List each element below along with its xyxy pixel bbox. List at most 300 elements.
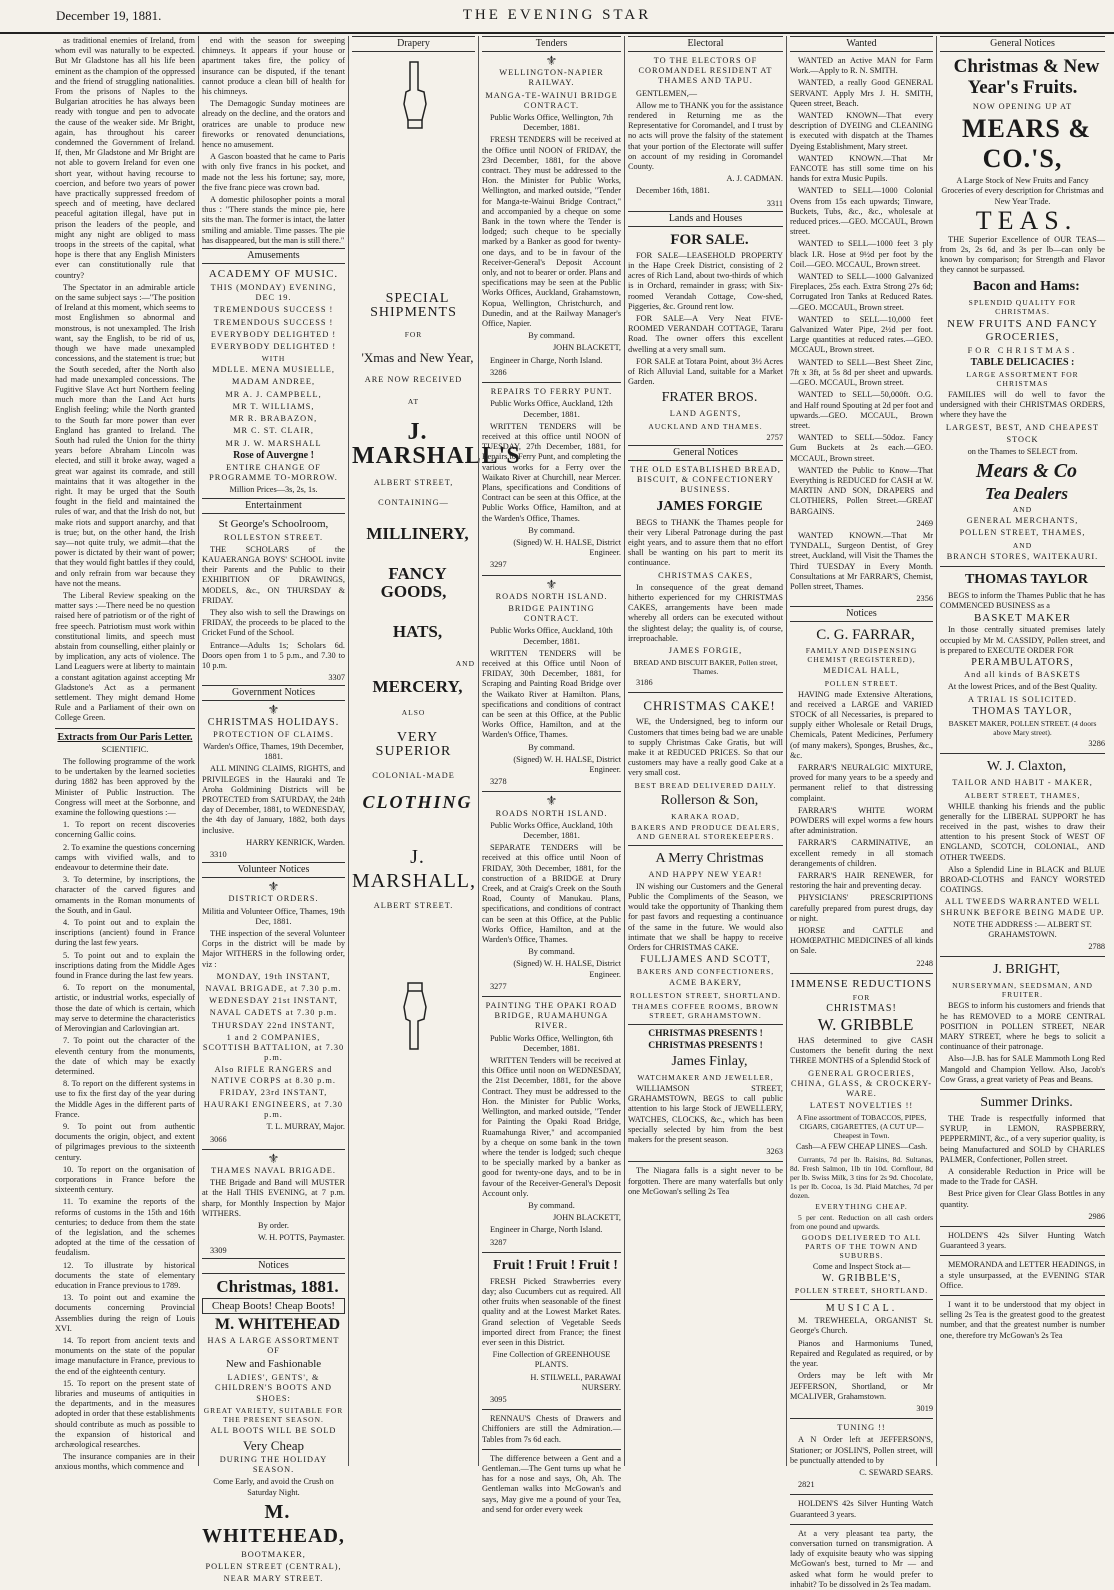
ad-line: THAMES COFFEE ROOMS, BROWN STREET, GRAHAMSTOWN.	[632, 1001, 779, 1020]
ad-line: Million Prices—3s, 2s, 1s.	[229, 485, 318, 495]
ad-line: Also RIFLE RANGERS and NATIVE CORPS at 8.30 p.m.	[211, 1065, 336, 1085]
ad-title: W. J. Claxton,	[986, 759, 1067, 775]
ad-line: BEST BREAD DELIVERED DAILY.	[634, 780, 777, 790]
cast-line: MR A. J. CAMPBELL,	[225, 389, 322, 399]
section-header-lands: Lands and Houses	[628, 211, 783, 227]
list-item: 1. To report on recent discoveries concerning Gallic coins.	[55, 820, 195, 840]
ad-title: FOR SALE.	[670, 231, 749, 248]
classified-ad: WANTED KNOWN.—That Mr FANCOTE has still some time on his hands for extra Music Pupils.	[790, 153, 933, 184]
ad-line: And all kinds of BASKETS	[964, 670, 1081, 680]
ad-line: WEDNESDAY 21st INSTANT,	[209, 996, 338, 1006]
ad-line: ARE NOW RECEIVED	[364, 375, 463, 384]
ad-line: POLLEN STREET, SHORTLAND.	[794, 1286, 929, 1296]
ad-signature: JOHN BLACKETT,	[552, 1213, 621, 1223]
ad-line: BAKERS AND PRODUCE DEALERS, AND GENERAL STOREKEEPERS.	[631, 822, 780, 841]
ad-line: AND	[1012, 540, 1033, 550]
ad-line: ALBERT STREET, THAMES,	[964, 790, 1081, 800]
crest-icon: ⚜	[267, 1150, 280, 1166]
section-header-entertainment: Entertainment	[202, 498, 345, 514]
ad-number: 3286	[490, 367, 507, 377]
ad-text: Also—J.B. has for SALE Mammoth Long Red Mangold and Champion Yellow. Also, Jacob's Cow Grass, a great variety of Peas and Beans.	[940, 1054, 1105, 1084]
ad-title: Rose of Auvergne !	[233, 449, 314, 461]
sub-heading: SCIENTIFIC.	[101, 744, 149, 754]
ad-title: THOMAS TAYLOR	[964, 571, 1089, 587]
article-paragraph: The Demagogic Sunday motinees are already on the decline, and the orators and oratrices are unable to produce new fireworks or renovated denunciations, hence no amusement.	[202, 99, 345, 150]
crest-icon: ⚜	[545, 793, 558, 809]
ad-signature: JAMES FORGIE,	[668, 645, 743, 655]
ad-title: FANCY GOODS,	[380, 563, 447, 601]
ad-text: FAMILIES will do well to favor the undersigned with their CHRISTMAS ORDERS, where they have the	[940, 390, 1105, 420]
ad-title: THAMES NAVAL BRIGADE.	[211, 1166, 336, 1176]
article-paragraph: The insurance companies are in their anxious months, which commence and	[55, 1452, 195, 1472]
ad-line: Come and Inspect Stock at—	[812, 1261, 911, 1271]
ad-line: EVERYTHING CHEAP.	[815, 1201, 908, 1211]
crest-icon: ⚜	[267, 702, 280, 718]
list-item: 9. To point out from authentic documents the origin, object, and extent of pilgrimages previous to the sixteenth century.	[55, 1121, 195, 1162]
ad-title: THE OLD ESTABLISHED BREAD, BISCUIT, & CONFECTIONERY BUSINESS.	[630, 464, 781, 495]
divider	[940, 1226, 1105, 1227]
ad-title: MILLINERY,	[366, 523, 469, 543]
ad-title: THOMAS TAYLOR,	[972, 705, 1073, 717]
article-paragraph: The following programme of the work to be undertaken by the learned societies during 1882 has been approved by the Minister of Public Instruction. The Congress will meet at the Sorbonne, and examine the following questions :—	[55, 757, 195, 818]
ad-line: ALBERT STREET.	[373, 900, 454, 910]
ad-line: GOODS DELIVERED TO ALL PARTS OF THE TOWN AND SUBURBS.	[801, 1232, 922, 1260]
divider	[940, 753, 1105, 754]
article-paragraph: The Spectator in an admirable article on the same subject says :—"The position of Ireland at this moment, which seems to most Englishmen so abnormal and monstrous, is not unexampled. The Irish want, say the English, to be rid of us, though we have made unexampled concessions, and the statement is true; but the South seceded, after the North also had made unexampled concessions. The Fugitive Slave Act hurt Northern feeling much more than the Land Act hurts English feeling; while the North granted to the South far more power than ever England has granted to Ireland. The South had ruled the Union for the thirty years before Abraham Lincoln was elected, and still it broke away, waged a great war against its comrade, and still maintains that it was altogether in the right. It may be urged that the South fought in the field and maintained the rules of war, and that the Irish do not, but make riots and support anarchy, and that is true; but, on the other hand, the Irish say—not quite truly, we admit—that the power is dictated by their want of power; that they would fight battles if they could, and only refrain from war because they have not the means.	[55, 282, 195, 588]
ad-text: THE Brigade and Band will MUSTER at the Hall THIS EVENING, at 7 p.m. sharp, for Monthly Inspection by Major WITHERS.	[202, 1178, 345, 1218]
ad-title: James Finlay,	[671, 1054, 748, 1069]
ad-text: Entrance—Adults 1s; Scholars 6d. Doors open from 1 to 5 p.m., and 7.30 to 10 p.m.	[202, 640, 345, 670]
section-header-notices: Notices	[790, 606, 933, 622]
ad-title: TEAS.	[975, 205, 1078, 235]
ad-title: WELLINGTON-NAPIER RAILWAY.	[499, 68, 604, 88]
ad-title: St George's Schoolroom,	[218, 517, 329, 530]
classified-ad: WANTED the Public to Know—That Everything is REDUCED for CASH at W. MARTIN AND SON, DRAPERS and CLOTHIERS, Pollen Street.—GREAT BARGAINS.	[790, 465, 933, 516]
divider	[940, 1295, 1105, 1296]
ad-text: M. TREWHEELA, ORGANIST St. George's Church.	[790, 1316, 933, 1336]
ad-number: 2986	[1088, 1211, 1105, 1221]
ad-line: By command.	[528, 947, 575, 957]
ad-line: LARGE ASSORTMENT FOR CHRISTMAS	[966, 370, 1079, 389]
ad-line: LAND AGENTS,	[669, 409, 742, 419]
ad-title: W. GRIBBLE	[817, 1015, 914, 1035]
ad-title: VERY SUPERIOR	[375, 729, 452, 759]
ad-line: ALL TWEEDS WARRANTED WELL SHRUNK BEFORE BEING MADE UP.	[940, 897, 1105, 917]
cast-line: MR J. W. MARSHALL	[225, 438, 322, 448]
masthead	[0, 0, 1114, 34]
ad-text: HAS determined to give CASH Customers the benefit during the next THREE MONTHS of a Splendid Stock of	[790, 1036, 933, 1066]
ad-title: A Merry Christmas	[655, 850, 764, 866]
section-header-tenders: Tenders	[482, 36, 621, 52]
ad-line: HAS A LARGE ASSORTMENT OF	[207, 1335, 340, 1355]
list-item: 4. To point out and to explain the inscriptions (ancient) found in France during the last few years.	[55, 918, 195, 948]
ad-text: FRESH TENDERS will be received at the Office until NOON of FRIDAY, the 23rd December, 1881, for the above contract. They must be addressed to the Hon. the Minister for Public Works, Wellington, and marked outside, "Tender for Manga-te-Wainui Bridge Contract," and accompanied by a cheque on some Bank in the town where the Tender is lodged; such cheque to be specially marked by a Banker as good for twenty-one days, and to be in favour of the Receiver-General's Deposit Account only, and not to bearer or order. Plans and specifications may be seen at the Public Works Offices, Auckland, Grahamstown, Kopua, Wellington, Christchurch, and Dunedin, and at the Railway Manager's Office, Napier.	[482, 135, 621, 329]
ad-title: JAMES FORGIE	[656, 498, 763, 514]
ad-text: FOR SALE—LEASEHOLD PROPERTY in the Hape Creek District, consisting of 2 acres of Rich Land, about two-thirds of which is in Orchard, remainder in grass; with Six-roomed Verandah Cottage, Cow-shed, Piggeries, &c. Ground rent low.	[628, 250, 783, 311]
ad-line: FOR	[404, 330, 423, 339]
ad-line: FAMILY AND DISPENSING CHEMIST (REGISTERED),	[805, 646, 918, 665]
column-editorial	[52, 36, 198, 1472]
ad-line: A Fine assortment of TOBACCOS, PIPES, CIGARS, CIGARETTES, (A CUT UP—Cheapest in Town.	[796, 1113, 927, 1141]
ad-line: LADIES', GENTS', & CHILDREN'S BOOTS AND SHOES:	[215, 1373, 332, 1403]
ad-title: TUNING !!	[837, 1423, 886, 1433]
ad-line: Militia and Volunteer Office, Thames, 19th Dec, 1881.	[202, 906, 345, 926]
ad-title: Christmas, 1881.	[216, 1276, 339, 1296]
ad-number: 3186	[636, 678, 653, 688]
ad-line: By command.	[528, 1200, 575, 1210]
classified-ad: WANTED to SELL—10,000 feet Galvanized Water Pipe, 2½d per foot. Large quantities at reduced rates.—GEO. MCCAUL, Brown street.	[790, 314, 933, 355]
ad-number: 3277	[490, 981, 507, 991]
ad-line: ACME BAKERY,	[669, 978, 742, 988]
ad-title: J. MARSHALL,	[352, 845, 477, 892]
ad-text: BEGS to THANK the Thames people for their very Liberal Patronage during the past eight years, and to assure them that no effort shall be wanting on his part to merit its continuance.	[628, 517, 783, 568]
article-paragraph: A domestic philosopher points a moral thus : "There stands the mince pie, here sits the man. The former is intact, the latter smiling and amiable. Time passes. The pie has disappeared, but the man is still there."	[202, 195, 345, 245]
ad-line: New and Fashionable	[225, 1358, 322, 1371]
ad-title: CHRISTMAS HOLIDAYS.	[207, 716, 340, 728]
ad-title: M. WHITEHEAD	[214, 1315, 341, 1333]
divider	[628, 845, 783, 846]
ad-title: IMMENSE REDUCTIONS	[790, 977, 933, 990]
ad-title: HATS,	[392, 621, 443, 641]
divider	[482, 1409, 621, 1410]
cast-line: MR R. BRABAZON,	[229, 414, 318, 424]
ad-number: 3310	[210, 850, 227, 859]
divider	[790, 1494, 933, 1495]
ad-title: MUSICAL.	[825, 1303, 898, 1315]
ad-title: CHRISTMAS PRESENTS !	[648, 1028, 763, 1039]
ad-number: 2821	[798, 1480, 815, 1490]
list-item: 12. To illustrate by historical documents the state of elementary education in France previous to 1789.	[55, 1260, 195, 1290]
ad-line: WATCHMAKER AND JEWELLER,	[637, 1073, 774, 1082]
ad-text: Allow me to THANK you for the assistance rendered in Returning me as the Representative for Coromandel, and I trust by no acts will prove the falsity of the statement that your portion of the Electorate will suffer on account of my residing in Coromandel County.	[628, 100, 783, 172]
ad-line: AND HAPPY NEW YEAR!	[648, 869, 763, 879]
ad-signature: Engineer in Charge, North Island.	[490, 355, 603, 365]
ad-line: PROTECTION OF CLAIMS.	[213, 729, 334, 739]
divider	[628, 1161, 783, 1162]
ad-text: Currants, 7d per lb. Raisins, 8d. Sultanas, 8d. Fresh Salmon, 1lb tin 10d. Cornflour, 8d per lb. Swiss Milk, 3 tins for 2s 9d. Chocolate, 1s per lb. Cocoa, 1s 3d. Plaid Matches, 7d per dozen.	[790, 1154, 933, 1200]
divider	[940, 566, 1105, 567]
divider	[55, 728, 195, 729]
list-item: 8. To report on the different systems in use to fix the first day of the year during the Middle Ages in the different parts of France.	[55, 1079, 195, 1119]
divider	[940, 1089, 1105, 1090]
ad-number: 2788	[1088, 942, 1105, 952]
ad-text: ALL MINING CLAIMS, RIGHTS, and PRIVILEGES in the Hauraki and Te Aroha Goldmining Districts will be PROTECTED from SATURDAY, the 24th day of December, 1881, to WEDNESDAY, the 4th day of January, 1882, both days inclusive.	[202, 764, 345, 835]
ad-text: In those centrally situated premises lately occupied by Mr M. CASSIDY, Pollen street, and is prepared to EXECUTE ORDER FOR	[940, 625, 1105, 655]
classified-ad: WANTED to SELL—1000 Galvanized Fireplaces, 25s each. Extra Strong 27s 6d; Corrugated Iron Tanks at Reduced Rates.—GEO. MCCAUL, Brown street.	[790, 272, 933, 312]
ad-line: ALBERT STREET,	[373, 478, 454, 488]
ad-line: WITH	[261, 354, 286, 364]
ad-text: At a very pleasant tea party, the conversation turned on transmigration. A lady of exquisite beauty who was sipping McGowan's best, turned to Mr — and asked what form he would prefer to inhabit? To be dissolved in 2s Tea madam.	[790, 1528, 933, 1589]
ad-title: J. BRIGHT,	[992, 962, 1061, 978]
ad-signature: JOHN BLACKETT,	[552, 343, 621, 353]
ad-line: BOOTMAKER,	[241, 1549, 306, 1559]
ad-number: 3309	[210, 1245, 227, 1255]
ad-line: A TRIAL IS SOLICITED.	[967, 694, 1078, 704]
divider	[482, 791, 621, 792]
section-header-general: General Notices	[940, 36, 1105, 52]
classified-ad: WANTED KNOWN.—That Mr TYNDALL, Surgeon Dentist, of Grey street, Auckland, will Visit the Thames the Third TUESDAY in Every Month. Consultations at Mr FARRAR'S, Chemist, Pollen street, Thames.	[790, 530, 933, 591]
ad-text: PHYSICIANS' PRESCRIPTIONS carefully prepared from purest drugs, day or night.	[790, 893, 933, 923]
ad-line: NOW OPENING UP AT	[972, 102, 1073, 111]
ad-text: Pianos and Harmoniums Tuned, Repaired and Regulated as required, or by the year.	[790, 1338, 933, 1369]
divider	[482, 1449, 621, 1450]
ad-line: TREMENDOUS SUCCESS !	[213, 317, 334, 327]
ad-line: POLLEN STREET.	[824, 678, 899, 688]
ad-signature: (Signed) W. H. HALSE, District Engineer.	[513, 537, 621, 558]
ad-text: I want it to be understood that my object in selling 2s Tea is the greatest good to the greatest number, and that the greatest number is number one, therefore try McGowan's 2s Tea	[940, 1300, 1105, 1340]
ad-text: A considerable Reduction in Price will be made to the Trade for CASH.	[940, 1166, 1105, 1187]
ad-number: 3311	[766, 198, 783, 208]
cast-line: MR T. WILLIAMS,	[232, 401, 315, 411]
ad-text: THE inspection of the several Volunteer Corps in the district will be made by Major WITHERS in the following order, viz :	[202, 929, 345, 969]
ad-number: 3095	[490, 1394, 507, 1404]
ad-text: In consequence of the great demand hitherto experienced for my CHRISTMAS CAKES, arrangements have been made whereby all orders can be executed without the slightest delay; the quality is, of course, irreproachable.	[628, 582, 783, 643]
ad-line: Warden's Office, Thames, 19th December, 1881.	[203, 741, 344, 762]
ad-number: 3307	[328, 673, 345, 683]
ad-logo: Mears & Co	[975, 460, 1078, 483]
ad-title: REPAIRS TO FERRY PUNT.	[490, 387, 613, 397]
ad-text: BEGS to inform his customers and friends that he has REMOVED to a MORE CENTRAL POSITION in POLLEN STREET, NEAR MARY STREET, where he begs to solicit a continuance of their patronage.	[940, 1001, 1105, 1052]
ad-number: 3297	[490, 560, 507, 570]
ad-title: FRATER BROS.	[661, 390, 758, 406]
ad-line: POLLEN STREET (CENTRAL),	[205, 1561, 342, 1571]
article-paragraph: end with the season for sweeping chimneys. It appears if your house or apartment takes fire, the policy of insurance can be disputed, if the tenant cannot produce a clean bill of health for his chimneys.	[202, 36, 345, 97]
ad-signature: (Signed) W. H. HALSE, District Engineer.	[513, 959, 621, 979]
ad-text: SEPARATE TENDERS will be received at this office until Noon of FRIDAY, 30th December, 1881, for the construction of a BRIDGE at Drury Creek, and at Craig's Creek on the South Road, County of Manukau. Plans, specifications, and conditions of contract can be seen at this Office, at the Public Works Office, Hamilton, and at the Warden's Office, Thames.	[482, 843, 621, 945]
ad-line: NAVAL CADETS at 7.30 p.m.	[209, 1008, 338, 1018]
ad-title: CLOTHING	[362, 791, 473, 812]
section-header-electoral: Electoral	[628, 36, 783, 52]
ad-line: Public Works Office, Wellington, 6th December, 1881.	[489, 1033, 614, 1053]
ad-title: DISTRICT ORDERS.	[228, 894, 319, 904]
divider	[940, 1255, 1105, 1256]
ad-line: By order.	[258, 1221, 289, 1231]
ad-line: Public Works Office, Auckland, 10th December, 1881.	[490, 626, 613, 646]
ad-title: TO THE ELECTORS OF COROMANDEL RESIDENT AT THAMES AND TAPU.	[638, 56, 773, 86]
column-tenders	[478, 36, 624, 1514]
ad-title: ROADS NORTH ISLAND.	[495, 808, 608, 818]
ad-text: The difference between a Gent and a Gentleman.—The Gent turns up what he has for a nose and says, Oh, Ah. The Gentleman walks into McGowan's and says, May give me a pound of your Tea, and send for order every week	[482, 1453, 621, 1514]
ad-text: FOR SALE at Totara Point, about 3½ Acres of Rich Alluvial Land, suitable for a Market Garden.	[628, 356, 783, 387]
ad-line: GENTLEMEN,—	[636, 88, 698, 98]
ad-line: Public Works Office, Auckland, 12th December, 1881.	[490, 399, 613, 419]
ad-line: CONTAINING—	[378, 498, 449, 508]
list-item: 10. To report on the organisation of corporations in France before the sixteenth century.	[55, 1164, 195, 1195]
ad-line: MONDAY, 19th INSTANT,	[216, 971, 331, 981]
ad-line: TREMENDOUS SUCCESS !	[213, 305, 334, 315]
divider	[202, 1149, 345, 1150]
ad-line: NURSERYMAN, SEEDSMAN, AND FRUITER.	[952, 981, 1093, 1000]
section-header-notices: Notices	[202, 1258, 345, 1274]
ad-line: NEAR MARY STREET.	[223, 1574, 324, 1584]
ad-line: MEDICAL HALL,	[823, 666, 900, 676]
list-item: 6. To report on the monumental, artistic, or industrial works, especially of those the date of which is certain, which may serve to determine the characteristics of Merovingian and Carlovingian art.	[55, 983, 195, 1034]
classified-ad: WANTED to SELL—1000 feet 3 ply black I.R. Hose at 9½d per foot by the Coil.—GEO. MCCAUL, Brown street.	[790, 239, 933, 269]
ad-line: EVERYBODY DELIGHTED !	[210, 342, 337, 352]
ad-number: 3066	[210, 1134, 227, 1144]
ad-line: ALSO	[401, 707, 426, 717]
ad-title: ROADS NORTH ISLAND.	[495, 591, 608, 601]
ad-title: PAINTING THE OPAKI ROAD BRIDGE, RUAMAHUNGA RIVER.	[485, 1001, 618, 1031]
ad-title: M. WHITEHEAD,	[202, 1500, 345, 1547]
list-item: 13. To point out and examine the documents concerning Provincial Assemblies during the reign of Louis XVI.	[55, 1293, 195, 1333]
ad-title: W. GRIBBLE'S,	[821, 1272, 902, 1284]
ad-line: Cash—A FEW CHEAP LINES—Cash.	[795, 1142, 928, 1152]
section-header-wanted: Wanted	[790, 36, 933, 52]
divider	[628, 1024, 783, 1025]
crest-icon: ⚜	[545, 576, 558, 592]
ad-text: WILLIAMSON STREET, GRAHAMSTOWN, BEGS to call public attention to his large Stock of JEWELLERY, WATCHES, CLOCKS, &c., which has been specially selected by him from the best makers for the present season.	[628, 1084, 783, 1145]
crest-icon: ⚜	[267, 879, 280, 895]
ad-number: 3286	[1088, 739, 1105, 749]
ad-line: By command.	[528, 525, 575, 535]
ad-title: Summer Drinks.	[980, 1094, 1073, 1110]
ad-line: Public Works Office, Auckland, 10th December, 1881.	[490, 820, 613, 841]
ad-title: C. G. FARRAR,	[816, 627, 915, 644]
ad-number: 3263	[766, 1147, 783, 1157]
ad-title: CHRISTMAS PRESENTS !	[648, 1040, 763, 1051]
ad-title: Christmas & New Year's Fruits.	[953, 56, 1100, 98]
ad-banner: Cheap Boots! Cheap Boots!	[202, 1298, 345, 1314]
classified-ad: WANTED to SELL—50doz. Fancy Gum Buckets at 2s each.—GEO. MCCAUL, Brown street.	[790, 433, 933, 463]
ad-number: 3019	[916, 1403, 933, 1413]
issue-date: December 19, 1881.	[56, 8, 162, 23]
ad-line: BRANCH STORES, WAITEKAURI.	[946, 551, 1099, 561]
ad-line: DURING THE HOLIDAY SEASON.	[219, 1454, 328, 1475]
ad-line: LATEST NOVELTIES !!	[809, 1101, 914, 1111]
classified-ad: WANTED KNOWN—That every description of DYEING and CLEANING is executed with dispatch at the Thames Dyeing Establishment, Mary street.	[790, 111, 933, 151]
ad-text: A Large Stock of New Fruits and Fancy Groceries of every description for Christmas and New Year Trade.	[941, 176, 1104, 206]
ad-title: MERCERY,	[372, 676, 463, 696]
ad-number: 2469	[916, 518, 933, 528]
ad-text: HAVING made Extensive Alterations, and received a LARGE and VARIED STOCK of all Necessaries, is prepared to supply either Wholesale or Retail Drugs, Chemicals, Patent Medicines, Perfumery (of many makers), Sponges, Brushes, &c., &c.	[790, 689, 933, 760]
ad-line: BASKET MAKER	[973, 612, 1072, 625]
ad-line: GREAT VARIETY, SUITABLE FOR THE PRESENT SEASON.	[203, 1405, 344, 1424]
ad-title: FULLJAMES AND SCOTT,	[640, 955, 771, 966]
ad-text: THE Trade is respectfully informed that SYRUP, in LEMON, RASPBERRY, PEPPERMINT, &c., of a very superior quality, is being Manufactured and SOLD by CHARLES PALMER, Confectioner, Pollen street.	[940, 1113, 1105, 1164]
divider	[482, 1252, 621, 1253]
divider	[790, 1299, 933, 1300]
divider	[482, 382, 621, 383]
ad-line: ENTIRE CHANGE OF PROGRAMME TO-MORROW.	[209, 462, 338, 483]
ad-title: ACADEMY OF MUSIC.	[208, 268, 339, 281]
ad-title: NEW FRUITS AND FANCY GROCERIES,	[947, 317, 1098, 343]
divider	[790, 1418, 933, 1419]
ad-signature: T. L. MURRAY, Major.	[266, 1122, 345, 1132]
column-electoral-general	[624, 36, 786, 1466]
ad-number: 3287	[490, 1237, 507, 1247]
ad-text: They also wish to sell the Drawings on FRIDAY, the proceeds to be placed to the Cricket Fund of the School.	[202, 607, 345, 638]
ad-line: EVERYBODY DELIGHTED !	[210, 329, 337, 339]
article-paragraph: A Gascon boasted that he came to Paris with only five francs in his pocket, and made not the less his fortune; say, more, the five franc piece was crown bad.	[202, 152, 345, 192]
ad-line: THURSDAY 22nd INSTANT,	[211, 1020, 336, 1030]
ad-signature: A. J. CADMAN.	[726, 174, 783, 184]
ad-text: FRESH Picked Strawberries every day; also Cucumbers cut as required. All other fruits when seasonable of the finest quality and at the Lowest Market Rates. Grand selection of Vegetable Seeds imported direct from France; the finest ever seen in this District.	[482, 1276, 621, 1347]
ad-signature: H. STILWELL, PARAWAI NURSERY.	[530, 1372, 621, 1392]
ad-text: WRITTEN TENDERS will be received at this Office until Noon of FRIDAY, 30th December, 1881, for Scraping and Painting Road Bridge over the Waikato River at Hamilton. Plans, specifications and conditions of contract can be seen at this Office, at the Public Works Office, Hamilton, and at the Warden's Office, Thames.	[482, 648, 621, 740]
ad-line: CHRISTMAS!	[826, 1002, 897, 1014]
ad-title: Tea Dealers	[985, 484, 1068, 504]
divider	[790, 1524, 933, 1525]
ad-title: CHRISTMAS CAKE!	[643, 698, 776, 714]
classified-ad: WANTED an Active MAN for Farm Work.—Apply to R. N. SMITH.	[790, 56, 933, 76]
ad-text: IN wishing our Customers and the General Public the Compliments of the Season, we would take the opportunity of Thanking them for past favors and requesting a continuance of the same in the future. We would also intimate that we shall be happy to receive Orders for CHRISTMAS CAKE.	[628, 881, 783, 952]
ad-text: THE Superior Excellence of OUR TEAS—from 2s, 2s 6d, and 3s per lb—can only be known by comparison; for Strength and Flavor they cannot be surpassed.	[940, 234, 1105, 275]
ad-line: 1 and 2 COMPANIES, SCOTTISH BATTALION, at 7.30 p.m.	[202, 1032, 345, 1063]
ad-signature: Engineer in Charge, North Island.	[490, 1225, 603, 1235]
ad-text: FARRAR'S WHITE WORM POWDERS will expel worms a few hours after administration.	[790, 805, 933, 836]
ad-line: BREAD AND BISCUIT BAKER, Pollen street, Thames.	[633, 658, 778, 677]
ad-line: SPLENDID QUALITY FOR CHRISTMAS.	[968, 297, 1077, 316]
ad-line: KARAKA ROAD,	[671, 811, 740, 821]
column-general-notices	[936, 36, 1108, 1466]
divider	[482, 996, 621, 997]
classified-ad: WANTED to SELL—1000 Colonial Ovens from 15s each upwards; Tinware, Buckets, Tubs, &c., &c., wholesale at reduced prices.—GEO. MCCAUL, Brown street.	[790, 186, 933, 237]
ad-line: on the Thames to SELECT from.	[967, 447, 1078, 457]
ad-text: FARRAR'S CARMINATIVE, an excellent remedy in all stomach derangements of children.	[790, 838, 933, 868]
ad-title: 'Xmas and New Year,	[361, 350, 474, 365]
ad-text: RENNAU'S Chests of Drawers and Chiffoniers are still the Admiration.—Tables from 7s 6d each.	[482, 1414, 621, 1444]
ad-text: THE SCHOLARS of the KAUAERANGA BOYS' SCHOOL invite their Parents and the Public to their EXHIBITION OF DRAWINGS, MODELS, &c., ON THURSDAY & FRIDAY.	[202, 544, 345, 605]
ad-title: MANGA-TE-WAINUI BRIDGE CONTRACT.	[485, 90, 618, 110]
article-paragraph: The Liberal Review speaking on the matter says :—There need be no question raised here of patriotism or of the right of free speech. Patriotism must work within constitutional limits, and speech must abstain from counselling, either plainly or by implication, any acts of violence. The Land Leaguers were at liberty to maintain a constant agitation against accepting Mr Gladstone's Act as a permanent settlement. They might demand Home Rule and a Parliament of their own on College Green.	[55, 590, 195, 723]
ad-line: TAILOR AND HABIT - MAKER,	[952, 778, 1093, 788]
article-paragraph: as traditional enemies of Ireland, from whom evil was naturally to be expected. But Mr Gladstone has all his life been eminent as the champion of the oppressed and the friend of struggling nationalities. From the prisons of Naples to the Bulgarian atrocities he has always been ready with tongue and pen to advocate the cause of the weaker side. Mr Bright, again, has throughout his career condemned the Government of Ireland. If, then, Mr Gladstone and Mr Bright are not able to govern Ireland for even one short year, without having recourse to coercion, and before two years of power have practically suppressed freedom of speech and of meeting, have declared peaceful agitation illegal, have put in prison the leaders of the people, and might any night are obliged to mass troops in the streets of the capital, what hope is there that any English Ministers ever can constitutionally rule that country?	[55, 36, 195, 280]
ad-line: BASKET MAKER, POLLEN STREET. (4 doors above Mary street).	[948, 719, 1097, 738]
ad-text: 5 per cent. Reduction on all cash orders from one pound and upwards.	[790, 1212, 933, 1231]
list-item: 11. To examine the reports of the reforms of customs in the 15th and 16th centuries; to deduce from them the state of the legislation, and the schemes adopted at the time of the cessation of feudalism.	[55, 1197, 195, 1258]
ad-line: NAVAL BRIGADE, at 7.30 p.m.	[205, 984, 342, 994]
ad-number: 2356	[916, 594, 933, 604]
ad-line: December 16th, 1881.	[636, 186, 710, 196]
section-header-volunteer: Volunteer Notices	[202, 862, 345, 878]
ad-line: Fine Collection of GREENHOUSE PLANTS.	[492, 1350, 611, 1370]
ad-text: Orders may be left with Mr JEFFERSON, Shortland, or Mr MCALIVER, Grahamstown.	[790, 1371, 933, 1401]
ad-text: MEMORANDA and LETTER HEADINGS, in a style unsurpassed, at the EVENING STAR Office.	[940, 1260, 1105, 1290]
ad-title: SPECIAL SHIPMENTS	[370, 291, 457, 320]
spacer	[352, 138, 475, 288]
section-header-amusements: Amusements	[202, 248, 345, 264]
ad-line: COLONIAL-MADE	[372, 770, 455, 780]
section-header-drapery: Drapery	[352, 36, 475, 52]
ad-text: FARRAR'S NEURALGIC MIXTURE, proved for many years to be a speedy and permanent relief to that distressing complaint.	[790, 762, 933, 803]
list-item: 2. To examine the questions concerning camps with vivified walls, and to endeavour to determine their date.	[55, 842, 195, 873]
ad-text: WE, the Undersigned, beg to inform our Customers that times being bad we are unable to supply Christmas Cake Gratis, but will make it at REDUCED PRICES. So that our customers may have a really good Cake at a very small cost.	[628, 717, 783, 778]
ad-text: WHILE thanking his friends and the public generally for the LIBERAL SUPPORT he has received in the past, wishes to draw their attention to his present Stock of WEST OF ENGLAND, SCOTCH, COLONIAL, AND OTHER TWEEDS.	[940, 801, 1105, 862]
ad-text: HOLDEN'S 42s Silver Hunting Watch Guaranteed 3 years.	[790, 1499, 933, 1519]
classified-ad: WANTED to SELL—50,000ft. O.G. and Half round Spouting at 2d per foot and upwards.—GEO. MCCAUL, Brown street.	[790, 390, 933, 430]
ad-line: FOR	[852, 992, 871, 1002]
ad-text: HORSE and CATTLE and HOMŒPATHIC MEDICINES of all kinds on Sale.	[790, 926, 933, 956]
ad-line: AND	[1012, 505, 1033, 515]
list-item: 15. To report on the present state of libraries and museums of antiquities in the departments, and in the measures adopted in order that these establishments should contribute as much as possible to the expansion of historical and archæological researches.	[55, 1378, 195, 1450]
section-header-government: Government Notices	[202, 685, 345, 701]
ad-line: AND	[455, 658, 475, 668]
ad-line: By command.	[528, 742, 575, 752]
ad-title: Rollerson & Son,	[660, 792, 759, 808]
ad-signature: HARRY KENRICK, Warden.	[246, 837, 345, 847]
ad-text: The Niagara falls is a sight never to be forgotten. There are many waterfalls but only one McGowan's selling 2s Tea	[628, 1166, 783, 1196]
ad-line: ROLLESTON STREET.	[223, 532, 324, 542]
ad-title: J. MARSHALL'S	[352, 419, 521, 470]
ad-line: AT	[407, 397, 420, 407]
ad-text: Also a Splendid Line in BLACK and BLUE BROAD-CLOTHS and FANCY WORSTED COATINGS.	[940, 864, 1105, 895]
ad-line: AUCKLAND AND THAMES.	[648, 421, 763, 431]
ad-line: ALL BOOTS WILL BE SOLD	[210, 1425, 337, 1435]
classified-ad: WANTED to SELL—Best Sheet Zinc, 7ft x 3ft, at 5s 8d per sheet and upwards.—GEO. MCCAUL, Brown street.	[790, 357, 933, 388]
ad-number: 2757	[766, 432, 783, 442]
pointing-hand-icon	[394, 60, 434, 130]
